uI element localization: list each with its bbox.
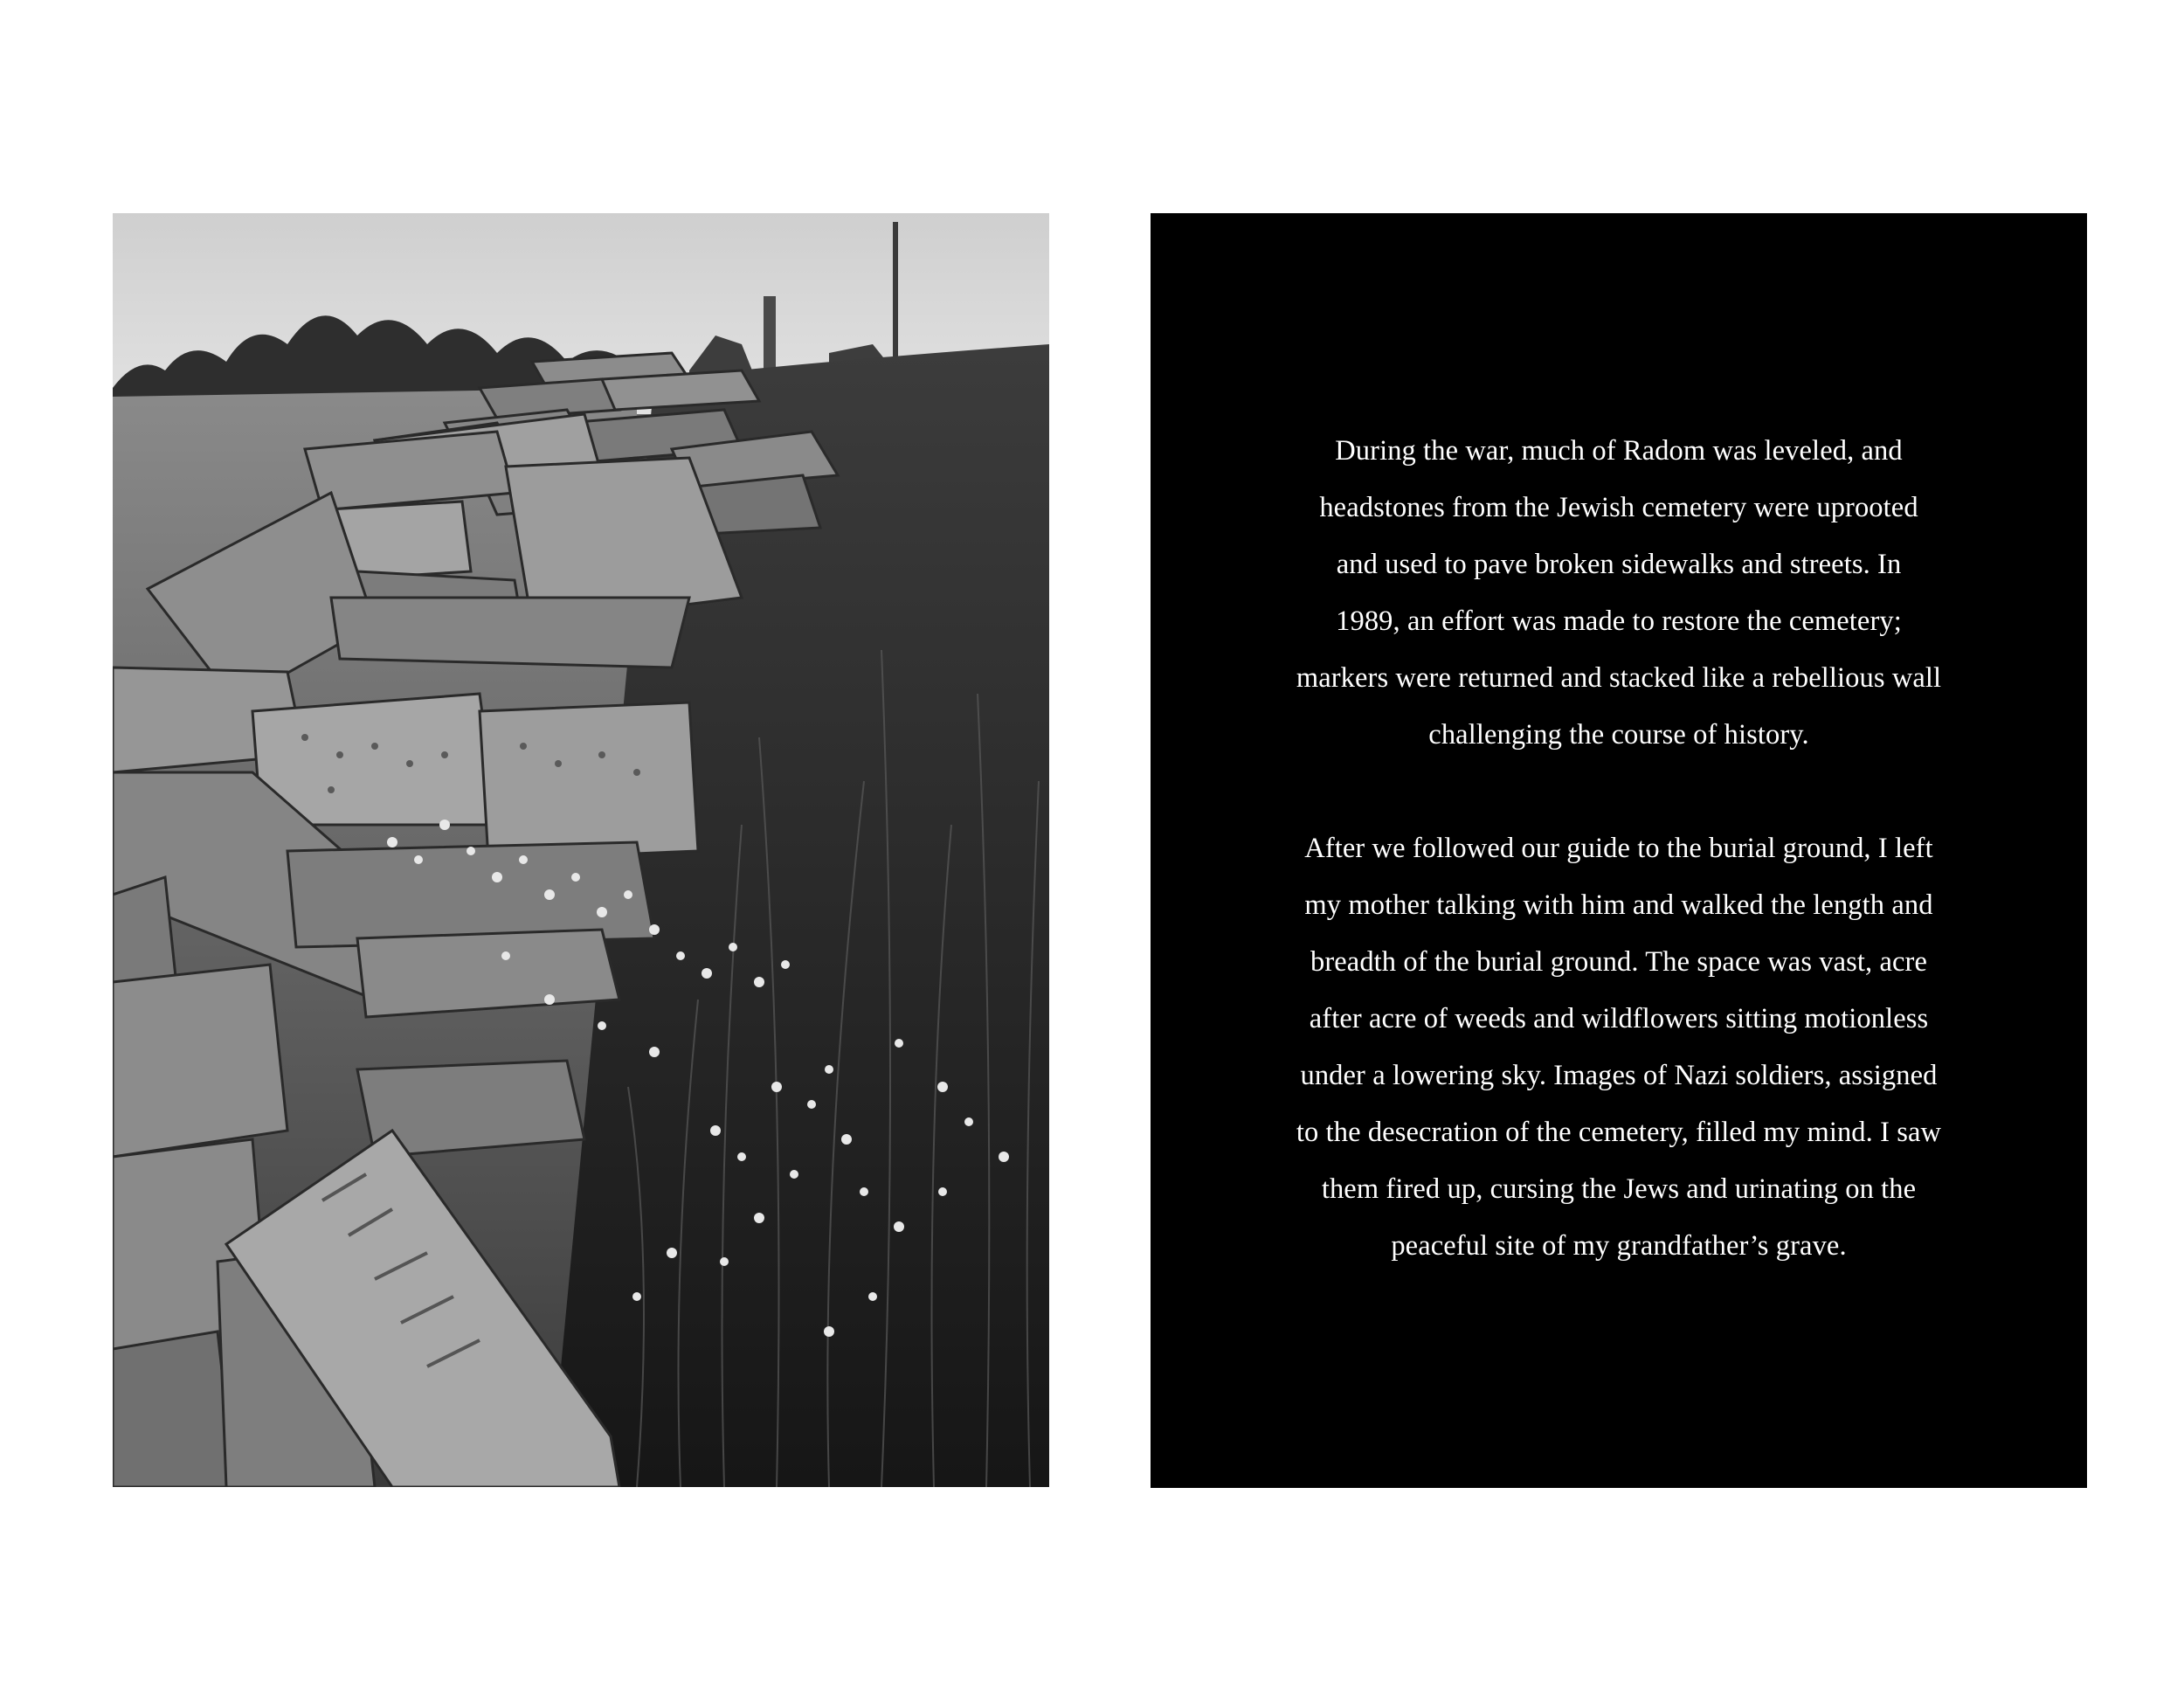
body-text [1255,423,1982,1275]
cemetery-photo [113,213,1049,1487]
paragraph-1: During the war, much of Radom was leveled, and headstones from the Jewish cemetery were uprooted and used to pave broken sidewalks and streets. In 1989, an effort was made to restore the cemetery; markers were returned and stacked like a rebellious wall challenging the course of history. [1296,435,1942,751]
paragraph-2: After we followed our guide to the burial ground, I left my mother talking with him and walked the length and breadth of the burial ground. The space was vast, acre after acre of weeds and wildflowers sitting motionless under a lowering sky. Images of Nazi soldiers, assigned to the desecration of the cemetery, filled my mind. I saw them fired up, cursing the Jews and urinating on the peaceful site of my grandfather’s grave. [1296,833,1942,1262]
text-panel [1151,213,2087,1488]
cemetery-headstones-photo-icon [113,213,1049,1487]
